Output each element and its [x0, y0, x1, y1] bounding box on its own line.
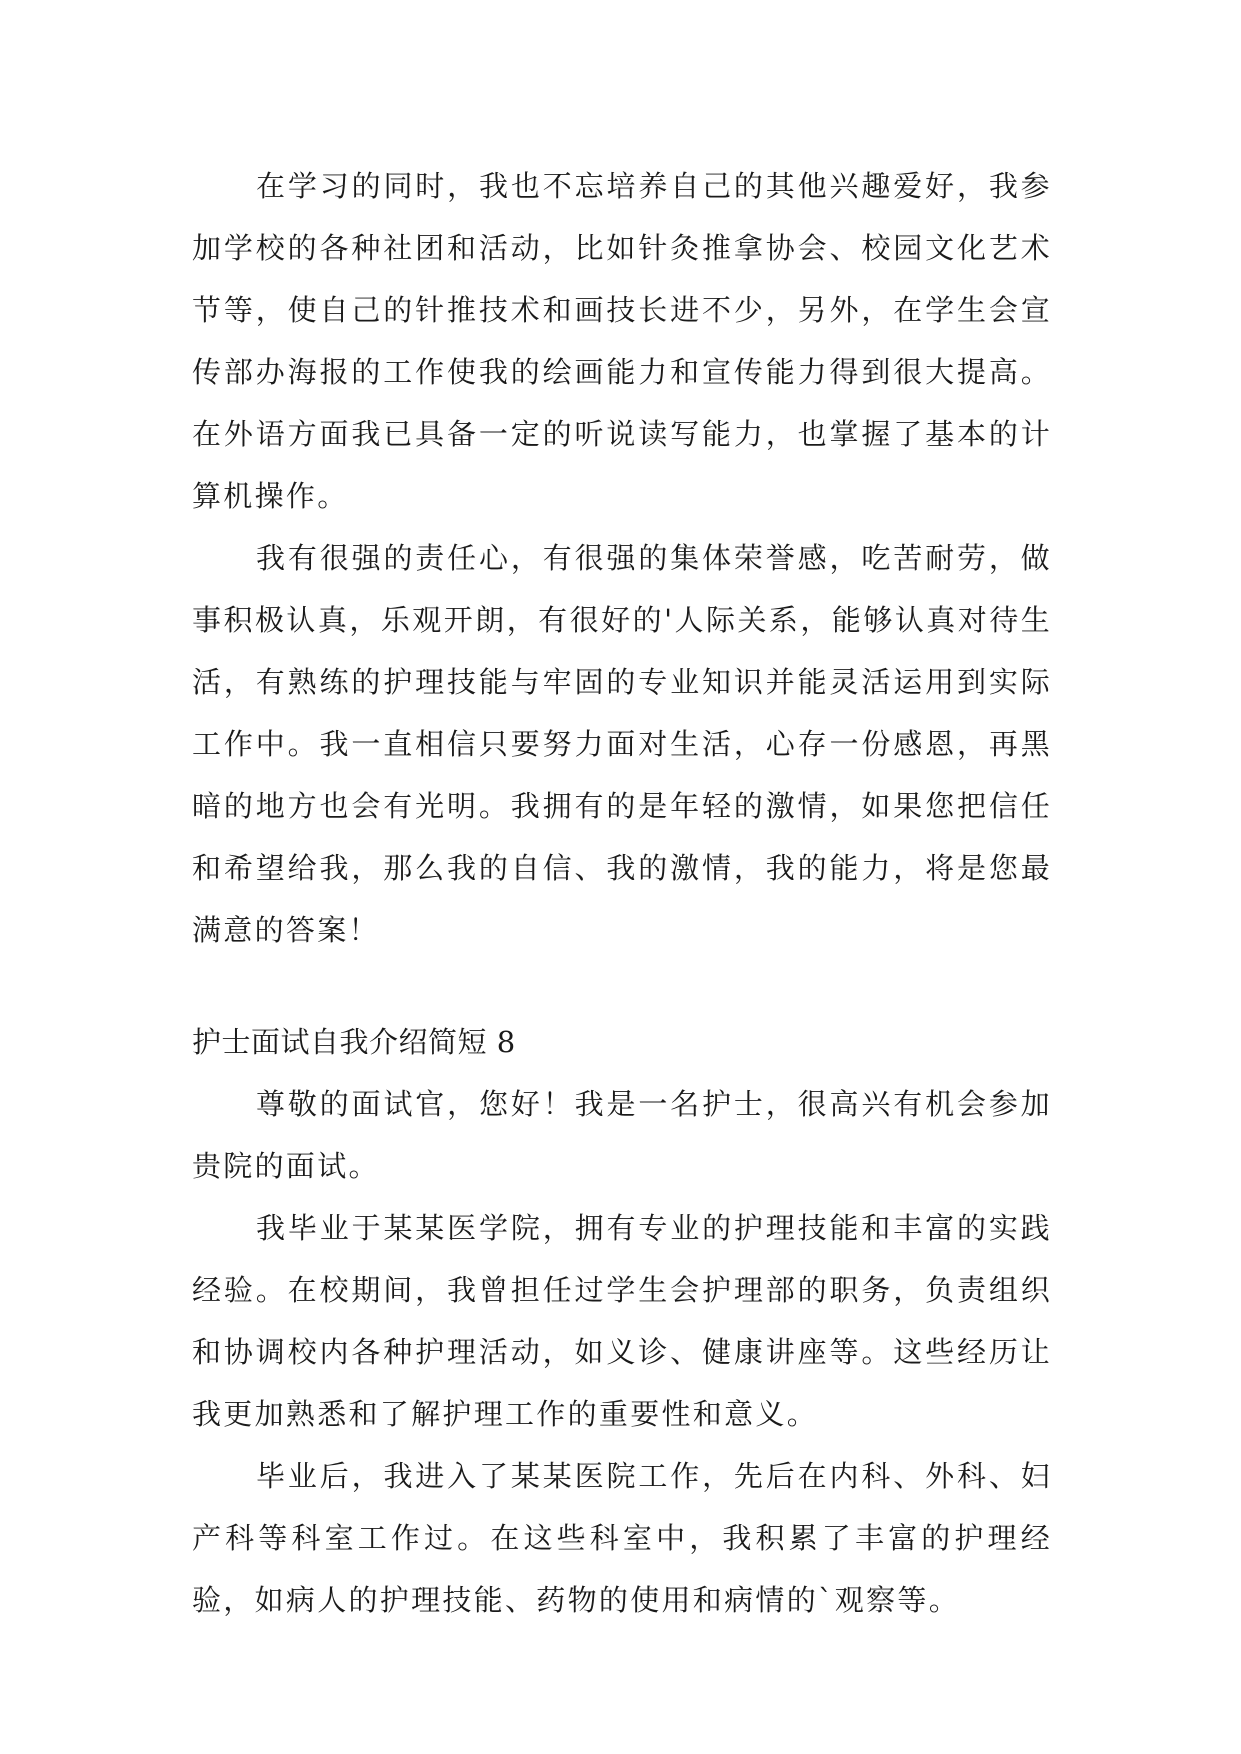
section-title: 护士面试自我介绍简短 8: [192, 1025, 516, 1059]
paragraph-hobbies: 在学习的同时，我也不忘培养自己的其他兴趣爱好，我参加学校的各种社团和活动，比如针灸推拿协会、校园文化艺术节等，使自己的针推技术和画技长进不少，另外，在学生会宣传部办海报的工作使我的绘画能力和宣传能力得到很大提高。在外语方面我已具备一定的听说读写能力，也掌握了基本的计算机操作。: [192, 169, 1052, 513]
paragraph-work-experience: 毕业后，我进入了某某医院工作，先后在内科、外科、妇产科等科室工作过。在这些科室中，我积累了丰富的护理经验，如病人的护理技能、药物的使用和病情的`观察等。: [192, 1459, 1052, 1617]
document-page: [192, 155, 1052, 1631]
paragraph-personality: 我有很强的责任心，有很强的集体荣誉感，吃苦耐劳，做事积极认真，乐观开朗，有很好的'人际关系，能够认真对待生活，有熟练的护理技能与牢固的专业知识并能灵活运用到实际工作中。我一直相信只要努力面对生活，心存一份感恩，再黑暗的地方也会有光明。我拥有的是年轻的激情，如果您把信任和希望给我，那么我的自信、我的激情，我的能力，将是您最满意的答案！: [192, 541, 1052, 947]
paragraph-greeting: 尊敬的面试官，您好！我是一名护士，很高兴有机会参加贵院的面试。: [192, 1087, 1052, 1183]
paragraph-education: 我毕业于某某医学院，拥有专业的护理技能和丰富的实践经验。在校期间，我曾担任过学生会护理部的职务，负责组织和协调校内各种护理活动，如义诊、健康讲座等。这些经历让我更加熟悉和了解护理工作的重要性和意义。: [192, 1211, 1052, 1431]
